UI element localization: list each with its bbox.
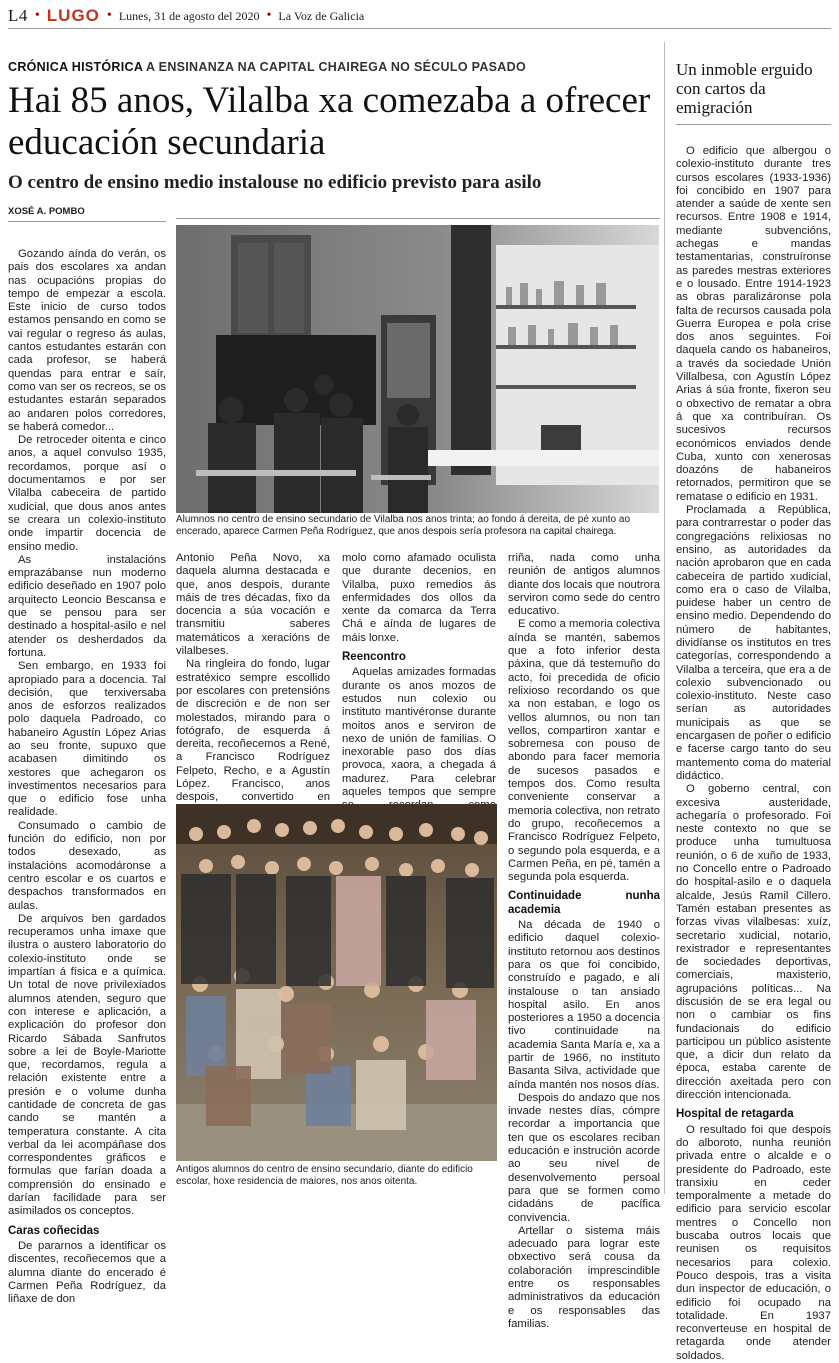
photo-caption-top: Alumnos no centro de ensino secundario de Vilalba nos anos trinta; ao fondo á dereita, de pé xunto ao encerado, aparece Carmen Peña Rodríguez, que anos despois sería profesora na capital chairega.: [176, 514, 631, 537]
photo-caption-bottom: Antigos alumnos do centro de ensino secundario, diante do edificio escolar, hoxe residencia de maiores, nos anos oitenta.: [176, 1164, 473, 1187]
kicker-label: CRÓNICA HISTÓRICA: [8, 60, 143, 74]
issue-date: Lunes, 31 de agosto del 2020: [118, 8, 260, 23]
group-photo: [176, 804, 497, 1161]
byline: XOSÉ A. POMBO: [8, 206, 166, 222]
paragraph: Sen embargo, en 1933 foi apropiado para a docencia. Tal decisión, que terxiversaba anos de esforzos realizados polo daquela Padroado, co habaneiro Agustín López Arias ao seu fronte, supuxo que acabasen dimitindo os xestores que achegaron os investimentos necesarios para que o edificio fose unha realidade.: [8, 660, 166, 819]
paragraph: Consumado o cambio de función do edificio, non por todos desexado, as instalacións acomodáronse a centro escolar e os cuartos e despachos transformados en aulas.: [8, 819, 166, 912]
paragraph: De retroceder oitenta e cinco anos, a aquel convulso 1935, recordamos, porque así o documentamos e por ser Vilalba cabeceira de partido xudicial, que dous anos antes se creara un colexio-instituto onde impartir docencia de ensino medio.: [8, 434, 166, 553]
paragraph: O resultado foi que despois do alboroto, nunha reunión privada entre o alcalde e o presidente do Padroado, este transixiu en ceder temporalmente a metade do edificio para servicio escolar mentres o Concello non buscaba outros locais que reunisen os requisitos necesarios para colexio. Pouco despois, tras a visita dun inspector de educación, o edificio foi ocupado na totalidade. En 1937 reconverteuse en hospital de retagarda onde atender soldados.: [676, 1123, 831, 1362]
page-number: L4: [8, 6, 28, 25]
header-rule: [8, 28, 831, 29]
article-column-1: [8, 248, 166, 1306]
group-photo-image: [176, 804, 497, 1161]
paragraph: Na década de 1940 o edificio daquel colexio-instituto retornou aos destinos para os que foi concibido, construído e pagado, e alí instalouse o tan ansiado hospital asilo. En anos posteriores a 1950 a docencia tivo continuidade na academia Santa María e, xa a partir de 1966, no instituto Basanta Silva, actividade que aínda mantén nos nosos días.: [508, 919, 660, 1091]
byline-rule: [176, 218, 660, 219]
headline: Hai 85 anos, Vilalba xa comezaba a ofrecer educación secundaria: [8, 80, 651, 163]
paragraph: Na ringleira do fondo, lugar estratéxico sempre escollido por escolares con pretensións de discreción e de non ser molestados, mirando para o fotógrafo, de esquerda á dereita, recoñecemos a René, a Francisco Rodríguez Felpeto, Recho, e a Agustín López. Francisco, anos despois, convertido en: [176, 658, 330, 804]
paragraph: Aquelas amizades formadas durante os anos mozos de estudos nun colexio ou instituto mantivéronse durante moitos anos e serviron de nexo de unión de familias. O inexorable paso dos días provoca, xaora, a chegada á madurez. Para celebrar aqueles tempos que sempre: [342, 666, 496, 799]
paragraph: Antonio Peña Novo, xa daquela alumna destacada e que, anos despois, durante máis de tres décadas, fixo da docencia a súa vocación e transmitiu saberes matemáticos a xeracións de vilalbeses.: [176, 552, 330, 658]
article-column-4: [508, 552, 660, 1330]
subheading-hospital: Hospital de retagarda: [676, 1108, 794, 1121]
laboratory-photo-image: [176, 225, 659, 513]
page-header: [8, 6, 831, 26]
sidebar-divider: [664, 42, 665, 1194]
subheading-caras: Caras coñecidas: [8, 1224, 100, 1237]
paragraph: As instalacións emprazábanse nun moderno edificio deseñado en 1907 polo arquitecto Leoncio Bescansa e que se pensou para ser destinado a hospital-asilo e nel atender os desherdados da fortuna.: [8, 553, 166, 659]
paragraph: E como a memoria colectiva aínda se mantén, sabemos que a foto inferior desta páxina, que dá testemuño do acto, foi precedida de oficio relixioso recordando os que xa non estaban, e logo os vellos alumnos, ou non tan vellos, compartiron xantar e sobremesa con pouso de abondo para facer memoria de sucesos pasados e tempos dos. Como resulta conveniente conservar a memoria colectiva, non retrato do grupo, recoñecemos a Francisco Rodríguez Felpeto, o segundo pola esquerda, e a Carmen Peña, en pé, tamén a segunda pola esquerda.: [508, 618, 660, 884]
paragraph: De pararnos a identificar os discentes, recoñecemos que a alumna diante do encerado é Carmen Peña Rodríguez, da liñaxe de don: [8, 1239, 166, 1306]
sidebar-column: [676, 145, 831, 1362]
article-column-3: [342, 552, 496, 802]
paragraph: O goberno central, con excesiva austeridade, achegaría o profesorado. Foi neste contexto no que se produce unha tumultuosa reunión, o 6 de xuño de 1933, no Concello entre o Padroado do hospital-asilo e o daquela alcalde, Jesús Ramil Cillero. Tamén estaban presentes as forzas vivas vilalbesas: xuíz, secretario xudicial, notario, rexistrador e representantes de sociedades deportivas, comerciais, maxisterio, agrupacións políticas... Na discusión de se era legal ou non o cambiar os fins fundacionais do edificio participou un público asistente que, a dicir dun relato da época, estaba carente de dirección axeitada pero con dirección intencionada.: [676, 783, 831, 1102]
paragraph: O edificio que albergou o colexio-instituto durante tres cursos escolares (1933-1936) foi concibido en 1907 para atender a saúde de xente sen recursos. Entre 1908 e 1914, mediante subvencións, achegas e mandas testamentarias, construíronse as paredes mestras exteriores e o lousado. Entre 1914-1923 as obras paralizáronse pola falta de recursos causada pola Guerra Europea e pola crise dos anos seguintes. Foi daquela cando os habaneiros, a través da sociedade Unión Villalbesa, con Agustín López Arias á súa fronte, fixeron seu o obxectivo de rematar a obra á que xa contribuíran. Os sucesivos recursos económicos enviados dende Cuba, xunto con xenerosas doazóns de habaneiros retornados, permitiron que se rematase o edificio en 1931.: [676, 145, 831, 503]
bullet-icon: •: [266, 8, 272, 23]
sidebar-title: Un inmoble erguido con cartos da emigración: [676, 60, 813, 117]
subheading-reencontro: Reencontro: [342, 651, 406, 664]
kicker: [8, 60, 526, 74]
paragraph: rriña, nada como unha reunión de antigos alumnos diante dos locais que noutrora serviron como sede do centro educativo.: [508, 552, 660, 618]
paragraph: Gozando aínda do verán, os pais dos escolares xa andan nas ocupacións propias do tempo de empezar a escola. Este inicio de curso todos estamos pensando en como se vai regular o regreso ás aulas, cantos estudantes estarán con cada profesor, se haberá quendas para entrar e saír, como van ser os recreos, se os estudantes estarán separados ao andaren polos corredores, se haberá comedor...: [8, 248, 166, 433]
bullet-icon: •: [34, 8, 40, 23]
paragraph: Despois do andazo que nos invade nestes días, cómpre recordar a importancia que ten que os escolares reciban educación e instrución acorde ao seu nivel de desenvolvemento persoal para que se formen como cidadáns de pacífica convivencia.: [508, 1091, 660, 1224]
article-column-2: [176, 552, 330, 802]
newspaper-name: La Voz de Galicia: [278, 8, 365, 23]
paragraph: Proclamada a República, para contrarrestar o poder das congregacións relixiosas no ensino, as autoridades da nación aprobaron que en cada cabeceira de partido xudicial, como era o caso de Vilalba, puidese haber un centro de ensino medio. Dependendo do número de habitantes, dividíanse os institutos en tres categorías, correspondendo a Vilalba a terceira, que era a de colexio subvencionado ou colexio-instituto. Neste caso serían as autoridades municipais as que se encargasen de poñer o edificio e facerse cargo tanto do seu mantemento coma do material didáctico.: [676, 504, 831, 782]
bullet-icon: •: [106, 8, 112, 23]
subheading-continuidade: Continuidade nunha academia: [508, 890, 660, 916]
sidebar-title-rule: [676, 124, 831, 125]
subheadline: O centro de ensino medio instalouse no edificio previsto para asilo: [8, 172, 542, 193]
paragraph: De arquivos ben gardados recuperamos unha imaxe que ilustra o austero laboratorio do colexio-instituto onde se impartían á física e a química. Un total de nove privilexiados alumnos atenden, seguro que con interese e aplicación, a explicación do profesor don Ricardo Sábada Sanfrutos sobre a lei de Boyle-Mariotte que, recordamos, regula a relación existente entre a presión e o volume dunha cantidade de concreta de gas cando se mantén a temperatura constante. A cita verbal da lei acompáñase dos correspondentes gráficos e formulas que farían doada a comprensión do ensinado e darían facilidade para ser asimilados os conceptos.: [8, 912, 166, 1218]
section-name: LUGO: [46, 6, 100, 25]
paragraph: molo como afamado oculista que durante decenios, en Vilalba, puxo remedios ás enfermidades dos ollos da xente da comarca da Terra Chá e aínda de lugares de máis lonxe.: [342, 552, 496, 644]
laboratory-photo: [176, 225, 659, 513]
paragraph: Artellar o sistema máis adecuado para lograr este obxectivo será cousa da colaboración imprescindible entre os responsables administrativos da educación e os responsables das familias.: [508, 1224, 660, 1330]
kicker-text: A ENSINANZA NA CAPITAL CHAIREGA NO SÉCULO PASADO: [146, 60, 526, 74]
